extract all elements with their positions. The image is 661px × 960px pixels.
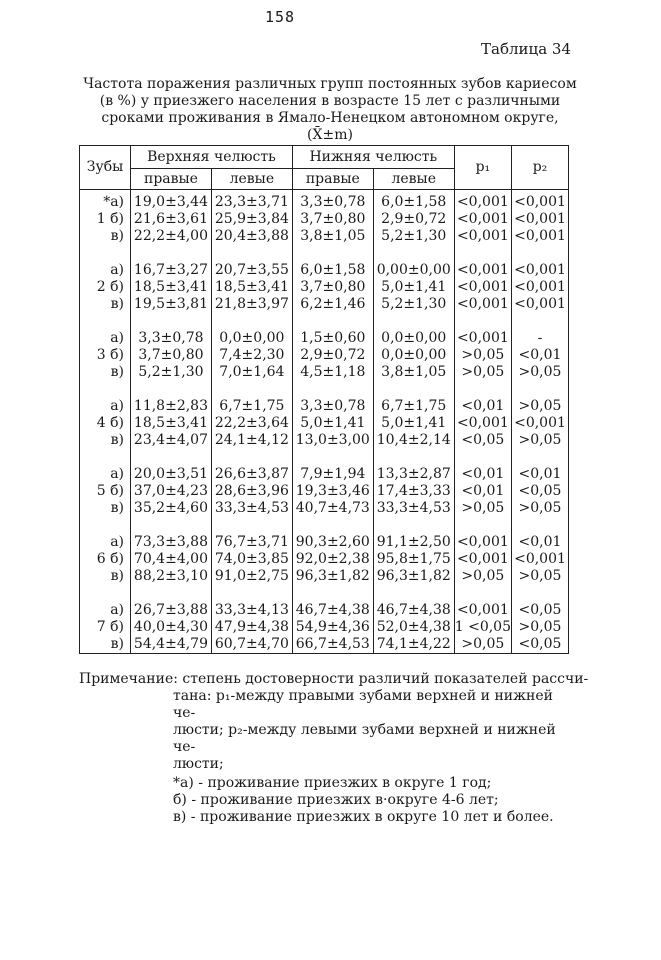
cell-p2: <0,01 [512,347,569,364]
cell-tooth: а) [80,330,131,347]
table-row [80,364,569,381]
cell-upper-right: 22,2±4,00 [131,228,212,245]
legend-item: в) - проживание приезжих в округе 10 лет и более. [173,809,554,825]
cell-p1: 1 <0,05 [454,619,511,635]
cell-lower-right: 3,8±1,05 [292,228,373,245]
cell-lower-right: 7,9±1,94 [292,466,373,483]
cell-lower-right: 4,5±1,18 [292,364,373,381]
cell-p1: >0,05 [454,500,511,517]
cell-lower-right: 92,0±2,38 [292,551,373,568]
gap-cell [512,585,569,602]
cell-lower-right: 96,3±1,82 [292,568,373,585]
gap-cell [512,449,569,466]
gap-cell [373,245,454,262]
cell-upper-left: 21,8±3,97 [211,296,292,313]
cell-upper-right: 70,4±4,00 [131,551,212,568]
page-number: 158 [264,8,296,26]
table-row [80,296,569,313]
gap-cell [373,381,454,398]
header-p1: p₁ [454,146,511,190]
cell-lower-left: 0,0±0,00 [373,330,454,347]
group-gap [80,313,569,330]
cell-upper-left: 60,7±4,70 [211,636,292,654]
cell-p1: <0,001 [454,415,511,432]
cell-upper-left: 26,6±3,87 [211,466,292,483]
note-line: тана: p₁-между правыми зубами верхней и нижней че- [173,688,553,721]
cell-lower-left: 10,4±2,14 [373,432,454,449]
group-gap [80,381,569,398]
cell-tooth: в) [80,228,131,245]
note-line: степень достоверности различий показателей рассчи- [182,671,589,687]
gap-cell [454,585,511,602]
gap-cell [80,449,131,466]
table-label: Таблица 34 [481,40,571,58]
table-body [80,190,569,654]
cell-upper-right: 18,5±3,41 [131,279,212,296]
cell-upper-right: 20,0±3,51 [131,466,212,483]
cell-p2: <0,001 [512,551,569,568]
cell-tooth: 5 б) [80,483,131,500]
gap-cell [211,381,292,398]
cell-upper-right: 5,2±1,30 [131,364,212,381]
gap-cell [80,313,131,330]
gap-cell [292,381,373,398]
cell-lower-right: 90,3±2,60 [292,534,373,551]
cell-upper-right: 26,7±3,88 [131,602,212,619]
cell-p1: >0,05 [454,636,511,654]
cell-upper-left: 0,0±0,00 [211,330,292,347]
cell-lower-left: 5,0±1,41 [373,415,454,432]
cell-p1: <0,01 [454,398,511,415]
gap-cell [454,245,511,262]
gap-cell [454,313,511,330]
gap-cell [454,449,511,466]
cell-upper-left: 74,0±3,85 [211,551,292,568]
cell-lower-right: 1,5±0,60 [292,330,373,347]
gap-cell [80,245,131,262]
cell-tooth: а) [80,262,131,279]
table-row [80,551,569,568]
cell-upper-right: 19,5±3,81 [131,296,212,313]
cell-lower-left: 52,0±4,38 [373,619,454,636]
cell-p1: <0,001 [454,296,511,313]
cell-upper-right: 54,4±4,79 [131,636,212,654]
cell-upper-right: 3,7±0,80 [131,347,212,364]
gap-cell [512,517,569,534]
cell-upper-left: 22,2±3,64 [211,415,292,432]
cell-p1: <0,01 [454,466,511,483]
cell-upper-left: 20,4±3,88 [211,228,292,245]
cell-upper-right: 23,4±4,07 [131,432,212,449]
gap-cell [454,517,511,534]
header-p2: p₂ [512,146,569,190]
cell-p1: <0,001 [454,262,511,279]
cell-tooth: 3 б) [80,347,131,364]
gap-cell [80,517,131,534]
table-row [80,568,569,585]
group-gap [80,449,569,466]
cell-upper-left: 18,5±3,41 [211,279,292,296]
table-row [80,636,569,654]
gap-cell [211,517,292,534]
cell-lower-right: 5,0±1,41 [292,415,373,432]
cell-lower-left: 95,8±1,75 [373,551,454,568]
cell-upper-right: 3,3±0,78 [131,330,212,347]
cell-p1: <0,05 [454,432,511,449]
cell-p2: <0,01 [512,466,569,483]
table-row [80,483,569,500]
cell-tooth: в) [80,364,131,381]
gap-cell [373,313,454,330]
cell-upper-left: 33,3±4,13 [211,602,292,619]
cell-p2: <0,001 [512,296,569,313]
cell-upper-right: 21,6±3,61 [131,211,212,228]
header-upper-right: правые [131,169,212,190]
gap-cell [211,585,292,602]
gap-cell [292,517,373,534]
gap-cell [373,449,454,466]
cell-upper-right: 73,3±3,88 [131,534,212,551]
cell-lower-right: 3,3±0,78 [292,398,373,415]
cell-p2: - [512,330,569,347]
table-row [80,415,569,432]
cell-upper-left: 23,3±3,71 [211,190,292,212]
cell-tooth: а) [80,602,131,619]
cell-lower-right: 6,2±1,46 [292,296,373,313]
cell-upper-left: 33,3±4,53 [211,500,292,517]
cell-p2: >0,05 [512,568,569,585]
cell-p2: >0,05 [512,432,569,449]
note-legend [173,775,579,826]
cell-p2: <0,05 [512,602,569,619]
cell-p2: <0,01 [512,534,569,551]
cell-upper-right: 19,0±3,44 [131,190,212,212]
gap-cell [373,585,454,602]
cell-lower-left: 2,9±0,72 [373,211,454,228]
table-row [80,347,569,364]
header-teeth: Зубы [80,146,131,190]
cell-lower-left: 46,7±4,38 [373,602,454,619]
cell-upper-left: 25,9±3,84 [211,211,292,228]
gap-cell [292,245,373,262]
cell-lower-right: 13,0±3,00 [292,432,373,449]
cell-upper-right: 37,0±4,23 [131,483,212,500]
legend-item: б) - проживание приезжих в·округе 4-6 лет; [173,792,499,808]
gap-cell [131,245,212,262]
cell-p1: <0,001 [454,228,511,245]
table-caption [70,76,590,144]
gap-cell [211,449,292,466]
legend-item: *а) - проживание приезжих в округе 1 год; [173,775,492,791]
caries-table [79,145,569,654]
gap-cell [131,517,212,534]
note-label: Примечание: [79,671,178,687]
caption-line: (в %) у приезжего населения в возрасте 15 лет с различными [99,93,561,109]
cell-p2: <0,001 [512,415,569,432]
group-gap [80,245,569,262]
cell-upper-left: 24,1±4,12 [211,432,292,449]
gap-cell [131,381,212,398]
cell-p1: <0,001 [454,602,511,619]
cell-p1: <0,01 [454,483,511,500]
table-row [80,432,569,449]
cell-upper-right: 40,0±4,30 [131,619,212,636]
cell-p2: >0,05 [512,364,569,381]
cell-tooth: 4 б) [80,415,131,432]
gap-cell [80,381,131,398]
cell-p1: >0,05 [454,364,511,381]
cell-tooth: а) [80,534,131,551]
cell-p2: >0,05 [512,500,569,517]
cell-lower-left: 5,2±1,30 [373,228,454,245]
header-lower-jaw: Нижняя челюсть [292,146,454,169]
cell-lower-right: 6,0±1,58 [292,262,373,279]
cell-lower-right: 3,7±0,80 [292,279,373,296]
gap-cell [211,245,292,262]
cell-tooth: в) [80,500,131,517]
table-row [80,466,569,483]
gap-cell [512,381,569,398]
cell-lower-right: 3,7±0,80 [292,211,373,228]
cell-tooth: 1 б) [80,211,131,228]
cell-lower-left: 0,00±0,00 [373,262,454,279]
table-row [80,228,569,245]
header-lower-right: правые [292,169,373,190]
cell-lower-left: 74,1±4,22 [373,636,454,654]
cell-upper-left: 91,0±2,75 [211,568,292,585]
cell-upper-right: 35,2±4,60 [131,500,212,517]
cell-lower-right: 2,9±0,72 [292,347,373,364]
cell-lower-left: 5,0±1,41 [373,279,454,296]
cell-tooth: а) [80,466,131,483]
cell-upper-right: 18,5±3,41 [131,415,212,432]
cell-p2: <0,001 [512,190,569,212]
gap-cell [512,313,569,330]
table-row [80,262,569,279]
cell-lower-left: 5,2±1,30 [373,296,454,313]
cell-tooth: в) [80,636,131,654]
cell-p1: <0,001 [454,534,511,551]
header-upper-left: левые [211,169,292,190]
cell-upper-left: 47,9±4,38 [211,619,292,636]
cell-tooth: в) [80,296,131,313]
gap-cell [373,517,454,534]
cell-lower-left: 6,0±1,58 [373,190,454,212]
cell-p2: <0,05 [512,483,569,500]
cell-lower-right: 54,9±4,36 [292,619,373,636]
header-upper-jaw: Верхняя челюсть [131,146,293,169]
cell-p2: <0,001 [512,228,569,245]
cell-tooth: в) [80,432,131,449]
table-row [80,330,569,347]
cell-p2: >0,05 [512,398,569,415]
gap-cell [454,381,511,398]
cell-lower-right: 46,7±4,38 [292,602,373,619]
cell-p1: <0,001 [454,279,511,296]
caption-line: (X̄±m) [307,127,353,143]
cell-lower-right: 40,7±4,73 [292,500,373,517]
cell-p2: <0,001 [512,279,569,296]
gap-cell [292,313,373,330]
cell-upper-right: 88,2±3,10 [131,568,212,585]
table-row [80,190,569,212]
cell-tooth: 2 б) [80,279,131,296]
gap-cell [131,585,212,602]
cell-p1: <0,001 [454,551,511,568]
cell-lower-left: 96,3±1,82 [373,568,454,585]
caption-line: Частота поражения различных групп постоянных зубов кариесом [83,76,577,92]
cell-lower-left: 0,0±0,00 [373,347,454,364]
cell-tooth: 7 б) [80,619,131,636]
gap-cell [131,449,212,466]
table-row [80,500,569,517]
table-row [80,211,569,228]
gap-cell [80,585,131,602]
cell-lower-left: 13,3±2,87 [373,466,454,483]
cell-p2: >0,05 [512,619,569,636]
cell-p2: <0,05 [512,636,569,654]
table-row [80,602,569,619]
cell-lower-right: 66,7±4,53 [292,636,373,654]
cell-p2: <0,001 [512,211,569,228]
cell-tooth: 6 б) [80,551,131,568]
cell-lower-right: 3,3±0,78 [292,190,373,212]
gap-cell [211,313,292,330]
cell-p1: <0,001 [454,330,511,347]
table-row [80,279,569,296]
cell-tooth: а) [80,398,131,415]
cell-upper-left: 28,6±3,96 [211,483,292,500]
gap-cell [292,449,373,466]
cell-upper-right: 11,8±2,83 [131,398,212,415]
footnote [79,671,589,826]
cell-lower-left: 17,4±3,33 [373,483,454,500]
cell-tooth: в) [80,568,131,585]
gap-cell [131,313,212,330]
group-gap [80,517,569,534]
cell-p1: >0,05 [454,347,511,364]
cell-p1: <0,001 [454,211,511,228]
table-row [80,534,569,551]
cell-upper-left: 7,4±2,30 [211,347,292,364]
cell-p1: >0,05 [454,568,511,585]
cell-p1: <0,001 [454,190,511,212]
gap-cell [512,245,569,262]
cell-p2: <0,001 [512,262,569,279]
cell-upper-left: 20,7±3,55 [211,262,292,279]
table-row [80,619,569,636]
cell-lower-left: 33,3±4,53 [373,500,454,517]
cell-lower-left: 3,8±1,05 [373,364,454,381]
cell-upper-left: 7,0±1,64 [211,364,292,381]
cell-upper-left: 76,7±3,71 [211,534,292,551]
cell-lower-left: 6,7±1,75 [373,398,454,415]
table-row [80,398,569,415]
cell-tooth: *а) [80,190,131,212]
cell-upper-left: 6,7±1,75 [211,398,292,415]
group-gap [80,585,569,602]
cell-lower-left: 91,1±2,50 [373,534,454,551]
note-line: люсти; p₂-между левыми зубами верхней и нижней че- [173,722,556,755]
note-line: люсти; [173,756,224,772]
cell-lower-right: 19,3±3,46 [292,483,373,500]
cell-upper-right: 16,7±3,27 [131,262,212,279]
header-lower-left: левые [373,169,454,190]
gap-cell [292,585,373,602]
caption-line: сроками проживания в Ямало-Ненецком автономном округе, [101,110,559,126]
